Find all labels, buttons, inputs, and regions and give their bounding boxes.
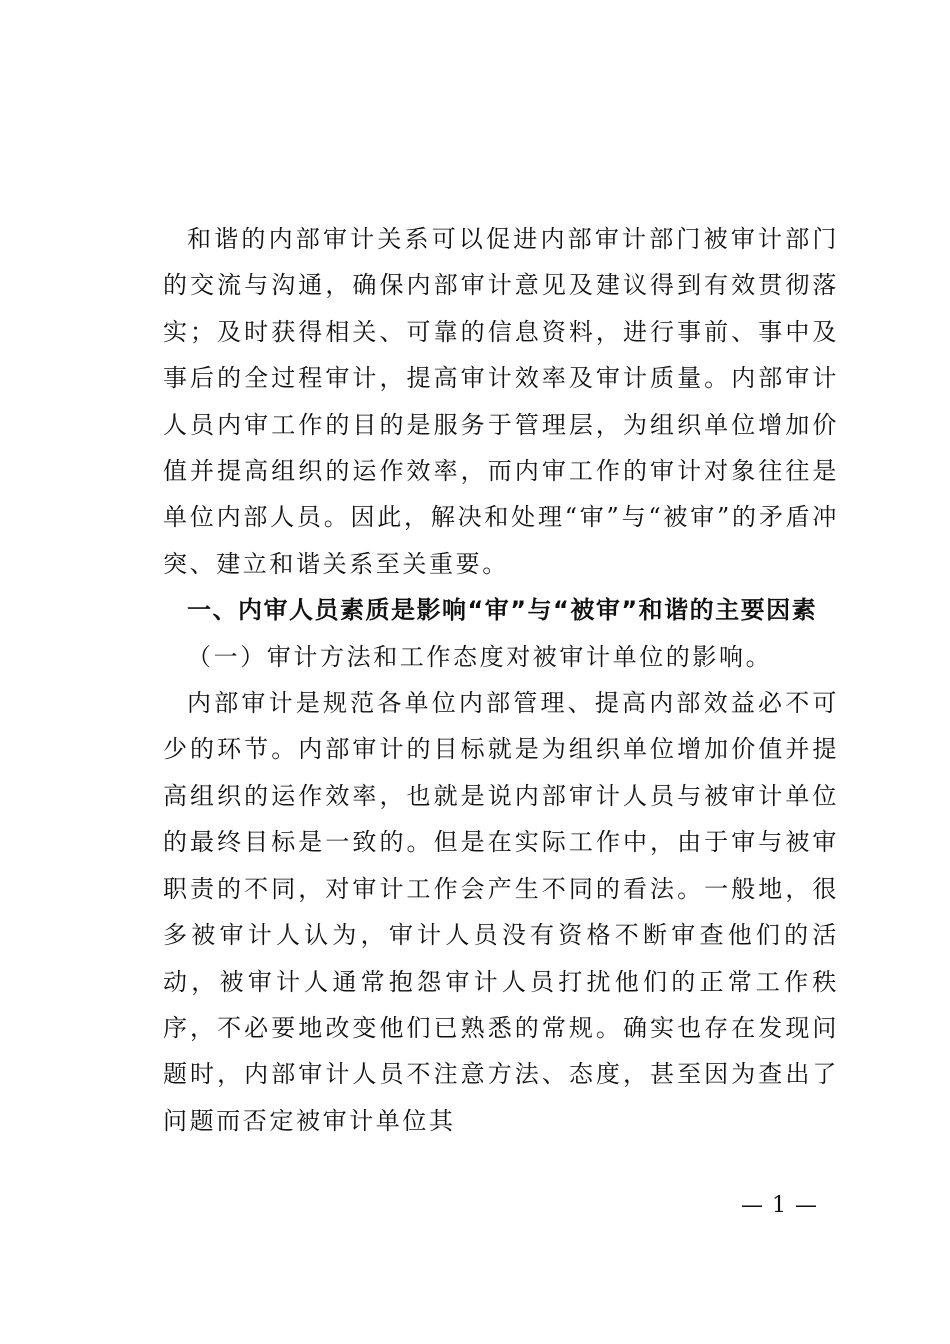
subsection-heading: （一）审计方法和工作态度对被审计单位的影响。 xyxy=(187,642,773,671)
document-body xyxy=(163,216,839,1144)
page-number: — 1 — xyxy=(741,1193,818,1218)
paragraph-intro: 和谐的内部审计关系可以促进内部审计部门被审计部门的交流与沟通，确保内部审计意见及建议得到有效贯彻落实；及时获得相关、可靠的信息资料，进行事前、事中及事后的全过程审计，提高审计效率及审计质量。内部审计人员内审工作的目的是服务于管理层，为组织单位增加价值并提高组织的运作效率，而内审工作的审计对象往往是单位内部人员。因此，解决和处理“审”与“被审”的矛盾冲突、建立和谐关系至关重要。 xyxy=(163,225,839,578)
section-heading: 一、内审人员素质是影响“审”与“被审”和谐的主要因素 xyxy=(187,596,818,625)
paragraph-body: 内部审计是规范各单位内部管理、提高内部效益必不可少的环节。内部审计的目标就是为组织单位增加价值并提高组织的运作效率，也就是说内部审计人员与被审计单位的最终目标是一致的。但是在实际工作中，由于审与被审职责的不同，对审计工作会产生不同的看法。一般地，很多被审计人认为，审计人员没有资格不断审查他们的活动，被审计人通常抱怨审计人员打扰他们的正常工作秩序，不必要地改变他们已熟悉的常规。确实也存在发现问题时，内部审计人员不注意方法、态度，甚至因为查出了问题而否定被审计单位其 xyxy=(163,689,839,1135)
